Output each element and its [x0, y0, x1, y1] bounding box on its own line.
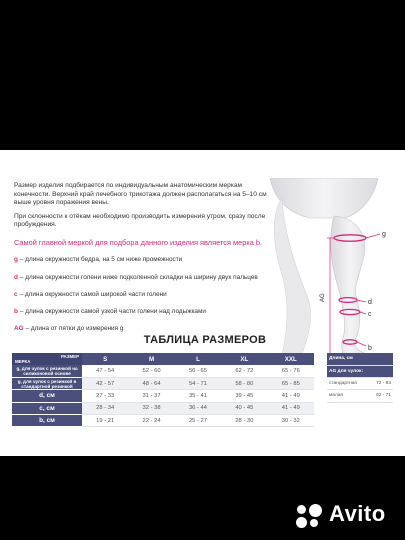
- sizing-chart-card: [0, 150, 405, 456]
- table-row: [12, 377, 314, 389]
- table-row: [327, 377, 393, 389]
- table-row: [327, 390, 393, 402]
- size-header-m: M: [128, 353, 174, 365]
- table-row: [12, 415, 314, 427]
- table-cell: 40 - 45: [221, 402, 267, 414]
- table-cell: 56 - 65: [175, 365, 221, 377]
- avito-watermark: [296, 500, 396, 530]
- table-cell: 28 - 30: [221, 415, 267, 427]
- left-leg-shape: [274, 198, 310, 354]
- table-cell: 48 - 64: [128, 377, 174, 389]
- legend-text: – длина окружности бедра, на 5 см ниже промежности: [19, 256, 183, 263]
- row-label: d, см: [12, 390, 82, 402]
- legend-text: – длина окружности голени ниже подколенной складки на ширину двух пальцев: [19, 274, 258, 281]
- table-cell: 54 - 71: [175, 377, 221, 389]
- hips-shape: [270, 178, 378, 218]
- table-cell: 41 - 49: [268, 402, 314, 414]
- ag-subheader-label: AG для чулок:: [327, 365, 393, 377]
- size-header-l: L: [175, 353, 221, 365]
- legend-item-d: [14, 274, 304, 281]
- table-row: [12, 365, 314, 377]
- table-cell: 36 - 44: [175, 402, 221, 414]
- legend-item-b: [14, 308, 304, 315]
- table-cell: 35 - 41: [175, 390, 221, 402]
- ag-row-label: стандартная: [327, 377, 365, 389]
- intro-text: [14, 182, 279, 230]
- label-g: g: [382, 231, 386, 238]
- table-cell: 42 - 57: [82, 377, 128, 389]
- table-cell: 22 - 24: [128, 415, 174, 427]
- ag-length-table: [327, 353, 393, 403]
- legend-item-ag: [14, 325, 304, 332]
- table-cell: 47 - 54: [82, 365, 128, 377]
- legend-text: – длина от пятки до измерения g: [25, 325, 124, 332]
- size-table-corner: [12, 353, 82, 365]
- size-table-header: [12, 353, 314, 365]
- legend-key: g: [14, 256, 18, 263]
- size-table: [12, 353, 314, 427]
- table-cell: 19 - 21: [82, 415, 128, 427]
- label-b: b: [368, 345, 372, 352]
- row-label: c, см: [12, 402, 82, 414]
- leg-measurement-diagram: [262, 178, 392, 358]
- table-cell: 31 - 37: [128, 390, 174, 402]
- top-black-bar: [0, 0, 405, 44]
- legend-text: – длина окружности самой широкой части голени: [19, 291, 167, 298]
- table-cell: 52 - 60: [128, 365, 174, 377]
- label-c: c: [368, 311, 372, 318]
- table-row: [12, 402, 314, 414]
- table-cell: 25 - 27: [175, 415, 221, 427]
- row-label: g, для чулок с резинкой в стандартной резинкой: [12, 377, 82, 389]
- table-cell: 41 - 49: [268, 390, 314, 402]
- legend-key: b: [14, 308, 18, 315]
- legend-key: d: [14, 274, 18, 281]
- avito-watermark-text: Avito: [329, 501, 386, 526]
- table-cell: 39 - 45: [221, 390, 267, 402]
- ag-row-value: 62 - 71: [365, 390, 393, 402]
- label-ag: AG: [320, 293, 326, 302]
- legend-key: c: [14, 291, 18, 298]
- corner-size-label: РАЗМЕР: [61, 354, 79, 359]
- table-cell: 30 - 32: [268, 415, 314, 427]
- leader-d: [357, 300, 366, 302]
- corner-measure-label: МЕРКА: [15, 359, 31, 364]
- size-header-s: S: [82, 353, 128, 365]
- main-measure-note: Самой главной меркой для подбора данного изделия является мерка b.: [14, 238, 263, 247]
- ag-row-label: малая: [327, 390, 365, 402]
- label-d: d: [368, 299, 372, 306]
- ag-table-subheader: [327, 365, 393, 377]
- table-cell: 58 - 80: [221, 377, 267, 389]
- leader-c: [360, 312, 366, 314]
- leader-b: [357, 342, 366, 346]
- table-cell: 62 - 72: [221, 365, 267, 377]
- ag-table-header: [327, 353, 393, 365]
- size-header-xxl: XXL: [268, 353, 314, 365]
- table-row: [12, 390, 314, 402]
- avito-logo-icon: [296, 504, 324, 528]
- row-label: g, для чулок с резинкой на силиконовой основе: [12, 365, 82, 377]
- row-label: b, см: [12, 415, 82, 427]
- intro-paragraph-1: Размер изделия подбирается по индивидуальным анатомическим меркам конечности. Верхний край лечебного трикотажа должен располагаться на 5–10 см выше уровня поражения вены.: [14, 182, 267, 207]
- size-header-xl: XL: [221, 353, 267, 365]
- leader-g: [366, 234, 380, 238]
- table-cell: 65 - 85: [268, 377, 314, 389]
- ag-row-value: 72 - 83: [365, 377, 393, 389]
- legend-item-g: [14, 256, 304, 263]
- legend-key: AG: [14, 325, 24, 332]
- intro-paragraph-2: При склонности к отёкам необходимо производить измерения утром, сразу после пробуждения.: [14, 212, 266, 229]
- table-cell: 27 - 33: [82, 390, 128, 402]
- table-cell: 28 - 34: [82, 402, 128, 414]
- legend-text: – длина окружности самой узкой части голени над лодыжками: [19, 308, 206, 315]
- legend-item-c: [14, 291, 304, 298]
- size-table-title: ТАБЛИЦА РАЗМЕРОВ: [143, 334, 267, 346]
- table-cell: 65 - 76: [268, 365, 314, 377]
- ag-header-label: Длина, см: [327, 353, 393, 365]
- table-cell: 32 - 38: [128, 402, 174, 414]
